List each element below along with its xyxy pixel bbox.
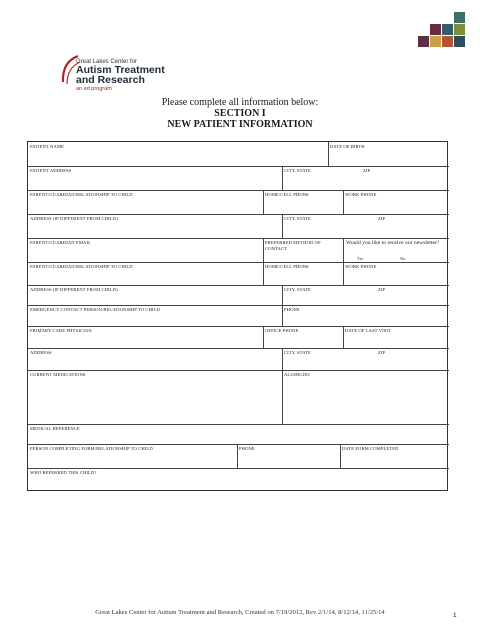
zip-label: ZIP	[378, 216, 386, 221]
column-divider	[343, 238, 344, 262]
home-cell-phone-label: HOME/CELL PHONE	[265, 192, 310, 197]
date-of-last-visit-label: DATE OF LAST VISIT	[345, 328, 391, 333]
patient-address-label: PATIENT ADDRESS	[30, 168, 72, 173]
column-divider	[343, 262, 344, 285]
column-divider	[328, 142, 329, 166]
row-divider	[28, 285, 449, 286]
person-completing-label: PERSON COMPLETING FORM/RELATIONSHIP TO CHILD	[30, 446, 153, 451]
column-divider	[340, 444, 341, 468]
parent-relationship-label: PARENT/GUARDIAN/RELATIONSHIP TO CHILD	[30, 264, 133, 269]
allergies-label: ALLERGIES	[284, 372, 310, 377]
column-divider	[263, 238, 264, 262]
center-logo	[60, 52, 170, 92]
form-title: NEW PATIENT INFORMATION	[167, 119, 313, 130]
column-divider	[263, 262, 264, 285]
column-divider	[282, 305, 283, 326]
column-divider	[343, 190, 344, 214]
row-divider	[28, 424, 449, 425]
logo-tagline: an ed program	[76, 86, 112, 92]
city-state-label: CITY, STATE	[284, 216, 311, 221]
office-phone-label: OFFICE PHONE	[265, 328, 299, 333]
column-divider	[282, 348, 283, 370]
zip-label: ZIP	[363, 168, 371, 173]
phone-label: PHONE	[284, 307, 300, 312]
column-divider	[263, 326, 264, 348]
square-tile	[454, 12, 465, 23]
home-cell-phone-label: HOME/CELL PHONE	[265, 264, 310, 269]
page-number: 1	[453, 612, 457, 619]
patient-information-form	[27, 141, 448, 491]
address-if-different-label: ADDRESS (IF DIFFERENT FROM CHILD)	[30, 216, 118, 221]
row-divider	[28, 166, 449, 167]
logo-subtitle: Great Lakes Center for	[76, 59, 138, 65]
city-state-label: CITY, STATE	[284, 168, 311, 173]
row-divider	[28, 370, 449, 371]
date-of-birth-label: DATE OF BIRTH	[330, 144, 365, 149]
square-tile	[454, 24, 465, 35]
parent-relationship-label: PARENT/GUARDIAN/RELATIONSHIP TO CHILD	[30, 192, 133, 197]
row-divider	[28, 238, 449, 239]
primary-care-physician-label: PRIMARY CARE PHYSICIAN	[30, 328, 92, 333]
zip-label: ZIP	[378, 350, 386, 355]
row-divider	[28, 444, 449, 445]
footer-text: Great Lakes Center for Autism Treatment and Research, Created on 7/19/2012, Rev 2/1/14, 8/12/14, 11/25/14	[95, 609, 385, 616]
logo-title-line1: Autism Treatment	[76, 64, 165, 76]
logo-title-line2: and Research	[76, 74, 145, 86]
newsletter-no-option[interactable]: No	[400, 256, 406, 261]
row-divider	[28, 305, 449, 306]
newsletter-yes-option[interactable]: Yes	[357, 256, 364, 261]
square-tile	[418, 36, 429, 47]
date-form-completed-label: DATE FORM COMPLETED	[342, 446, 399, 451]
emergency-contact-label: EMERGENCY CONTACT PERSON/RELATIONSHIP TO CHILD	[30, 307, 160, 312]
current-medications-label: CURRENT MEDICATIONS	[30, 372, 86, 377]
row-divider	[28, 262, 449, 263]
newsletter-question: Would you like to receive our newsletter?	[346, 240, 440, 246]
row-divider	[28, 468, 449, 469]
column-divider	[282, 166, 283, 190]
square-tile	[454, 36, 465, 47]
medical-reference-label: MEDICAL REFERENCE	[30, 426, 80, 431]
column-divider	[282, 285, 283, 305]
address-if-different-label: ADDRESS (IF DIFFERENT FROM CHILD)	[30, 287, 118, 292]
section-heading: SECTION I	[214, 108, 266, 119]
column-divider	[343, 326, 344, 348]
preferred-contact-label: PREFERRED METHOD OF CONTACT	[265, 240, 321, 251]
parent-email-label: PARENT/GUARDIAN EMAIL	[30, 240, 92, 245]
zip-label: ZIP	[378, 287, 386, 292]
row-divider	[28, 214, 449, 215]
city-state-label: CITY, STATE	[284, 350, 311, 355]
patient-name-label: PATIENT NAME	[30, 144, 64, 149]
square-tile	[430, 36, 441, 47]
square-tile	[430, 24, 441, 35]
city-state-label: CITY, STATE	[284, 287, 311, 292]
column-divider	[263, 190, 264, 214]
row-divider	[28, 190, 449, 191]
square-tile	[442, 24, 453, 35]
address-label: ADDRESS	[30, 350, 52, 355]
column-divider	[282, 370, 283, 424]
phone-label: PHONE	[239, 446, 255, 451]
row-divider	[28, 326, 449, 327]
square-tile	[442, 36, 453, 47]
decorative-squares	[418, 12, 466, 48]
instructions-text: Please complete all information below:	[161, 97, 319, 108]
work-phone-label: WORK PHONE	[345, 264, 377, 269]
column-divider	[237, 444, 238, 468]
work-phone-label: WORK PHONE	[345, 192, 377, 197]
column-divider	[282, 214, 283, 238]
row-divider	[28, 348, 449, 349]
who-referred-label: WHO REFERRED THIS CHILD?	[30, 470, 97, 475]
